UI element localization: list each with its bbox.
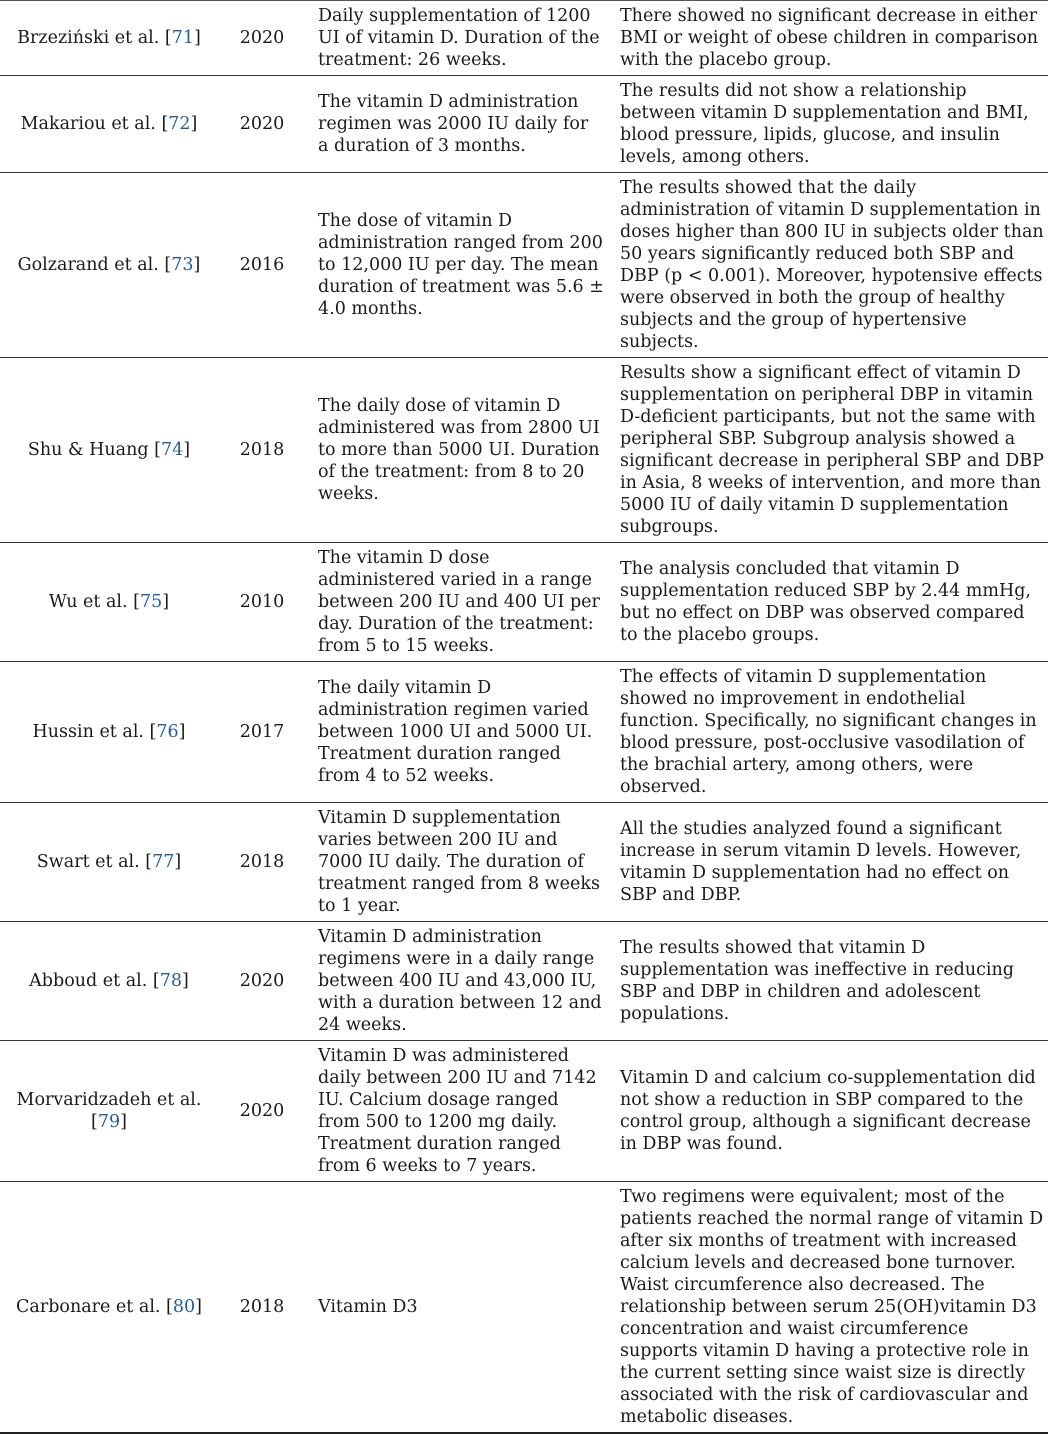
author-text: Hussin et al. [ <box>32 722 157 742</box>
dose-cell: Vitamin D supplementation varies between 200 IU and 7000 IU daily. The duration of treatment ranged from 8 weeks to 1 year. <box>318 808 600 916</box>
reference-link[interactable]: 72 <box>168 114 191 134</box>
result-cell: Two regimens were equivalent; most of the patients reached the normal range of vitamin D after six months of treatment with increased calcium levels and decreased bone turnover. Waist circumference also decreased. The relationship between serum 25(OH)vitamin D3 concentration and waist circumference supports vitamin D having a protective role in the current setting since waist size is directly associated with the risk of cardiovascular and metabolic diseases. <box>620 1187 1044 1427</box>
author-text: Makariou et al. [ <box>20 114 169 134</box>
author-cell: Wu et al. [75] <box>48 592 170 612</box>
year-cell: 2020 <box>239 1101 285 1121</box>
table-row <box>0 76 1048 173</box>
year-cell: 2017 <box>239 722 285 742</box>
table-row <box>0 1182 1048 1434</box>
author-text: Morvaridzadeh et al. [ <box>16 1090 202 1132</box>
year-cell: 2020 <box>239 114 285 134</box>
table-row <box>0 358 1048 543</box>
reference-link[interactable]: 80 <box>172 1297 196 1317</box>
result-cell: The results showed that the daily administration of vitamin D supplementation in doses higher than 800 IU in subjects older than 50 years significantly reduced both SBP and DBP (p < 0.001). Moreover, hypotensive effects were observed in both the group of healthy subjects and the group of hypertensive subjects. <box>620 178 1044 352</box>
table-row <box>0 1 1048 76</box>
table-row <box>0 662 1048 803</box>
author-cell: Swart et al. [77] <box>36 852 182 872</box>
year-cell: 2018 <box>239 852 285 872</box>
author-cell: Shu & Huang [74] <box>27 440 191 460</box>
dose-cell: The dose of vitamin D administration ranged from 200 to 12,000 IU per day. The mean duration of treatment was 5.6 ± 4.0 months. <box>318 211 604 319</box>
result-cell: The effects of vitamin D supplementation showed no improvement in endothelial function. Specifically, no significant changes in blood pressure, post-occlusive vasodilation of the brachial artery, among others, were observed. <box>620 667 1037 797</box>
result-cell: The results did not show a relationship between vitamin D supplementation and BMI, blood pressure, lipids, glucose, and insulin levels, among others. <box>620 81 1029 167</box>
reference-link[interactable]: 79 <box>97 1112 121 1132</box>
result-cell: All the studies analyzed found a significant increase in serum vitamin D levels. However, vitamin D supplementation had no effect on SBP and DBP. <box>620 819 1022 905</box>
year-cell: 2016 <box>239 255 285 275</box>
author-cell: Morvaridzadeh et al. [79] <box>16 1090 202 1132</box>
author-cell: Carbonare et al. [80] <box>16 1297 202 1317</box>
reference-link[interactable]: 74 <box>160 440 184 460</box>
table-row <box>0 803 1048 922</box>
reference-link[interactable]: 71 <box>171 28 195 48</box>
result-cell: Results show a significant effect of vitamin D supplementation on peripheral DBP in vitamin D-deficient participants, but not the same with peripheral SBP. Subgroup analysis showed a significant decrease in peripheral SBP and DBP in Asia, 8 weeks of intervention, and more than 5000 IU of daily vitamin D supplementation subgroups. <box>620 363 1044 537</box>
year-cell: 2010 <box>239 592 285 612</box>
table-row <box>0 543 1048 662</box>
reference-link[interactable]: 76 <box>156 722 179 742</box>
author-text: Shu & Huang [ <box>27 440 161 460</box>
reference-link[interactable]: 77 <box>152 852 175 872</box>
author-cell: Brzeziński et al. [71] <box>17 28 201 48</box>
author-text: Carbonare et al. [ <box>16 1297 173 1317</box>
author-text: Wu et al. [ <box>48 592 140 612</box>
dose-cell: Vitamin D was administered daily between 200 IU and 7142 IU. Calcium dosage ranged from 500 to 1200 mg daily. Treatment duration ranged from 6 weeks to 7 years. <box>318 1046 597 1176</box>
author-cell: Makariou et al. [72] <box>20 114 198 134</box>
year-cell: 2020 <box>239 971 285 991</box>
author-cell: Abboud et al. [78] <box>29 971 189 991</box>
year-cell: 2018 <box>239 440 285 460</box>
year-cell: 2018 <box>239 1297 285 1317</box>
author-text: Swart et al. [ <box>36 852 153 872</box>
dose-cell: Vitamin D administration regimens were in a daily range between 400 IU and 43,000 IU, with a duration between 12 and 24 weeks. <box>318 927 602 1035</box>
dose-cell: Daily supplementation of 1200 UI of vitamin D. Duration of the treatment: 26 weeks. <box>318 6 600 70</box>
dose-cell: Vitamin D3 <box>318 1297 418 1317</box>
dose-cell: The daily dose of vitamin D administered was from 2800 UI to more than 5000 UI. Duration of the treatment: from 8 to 20 weeks. <box>318 396 600 504</box>
dose-cell: The vitamin D dose administered varied in a range between 200 IU and 400 UI per day. Duration of the treatment: from 5 to 15 weeks. <box>318 548 600 656</box>
author-text: Abboud et al. [ <box>29 971 160 991</box>
author-text: Golzarand et al. [ <box>17 255 172 275</box>
result-cell: The results showed that vitamin D supplementation was ineffective in reducing SBP and DBP in children and adolescent populations. <box>620 938 1014 1024</box>
table-row <box>0 1041 1048 1182</box>
dose-cell: The vitamin D administration regimen was 2000 IU daily for a duration of 3 months. <box>318 92 589 156</box>
reference-link[interactable]: 75 <box>139 592 163 612</box>
reference-link[interactable]: 73 <box>171 255 194 275</box>
reference-link[interactable]: 78 <box>159 971 182 991</box>
table-row <box>0 922 1048 1041</box>
year-cell: 2020 <box>239 28 285 48</box>
dose-cell: The daily vitamin D administration regimen varied between 1000 UI and 5000 UI. Treatment duration ranged from 4 to 52 weeks. <box>318 678 593 786</box>
table-top-rule <box>0 0 1048 1</box>
table-row <box>0 173 1048 358</box>
vitamin-d-studies-table <box>0 1 1048 1434</box>
author-cell: Hussin et al. [76] <box>32 722 186 742</box>
result-cell: There showed no significant decrease in either BMI or weight of obese children in comparison with the placebo group. <box>620 6 1039 70</box>
result-cell: Vitamin D and calcium co-supplementation did not show a reduction in SBP compared to the control group, although a significant decrease in DBP was found. <box>620 1068 1036 1154</box>
author-text: Brzeziński et al. [ <box>17 28 172 48</box>
author-cell: Golzarand et al. [73] <box>17 255 201 275</box>
result-cell: The analysis concluded that vitamin D supplementation reduced SBP by 2.44 mmHg, but no effect on DBP was observed compared to the placebo groups. <box>620 559 1031 645</box>
